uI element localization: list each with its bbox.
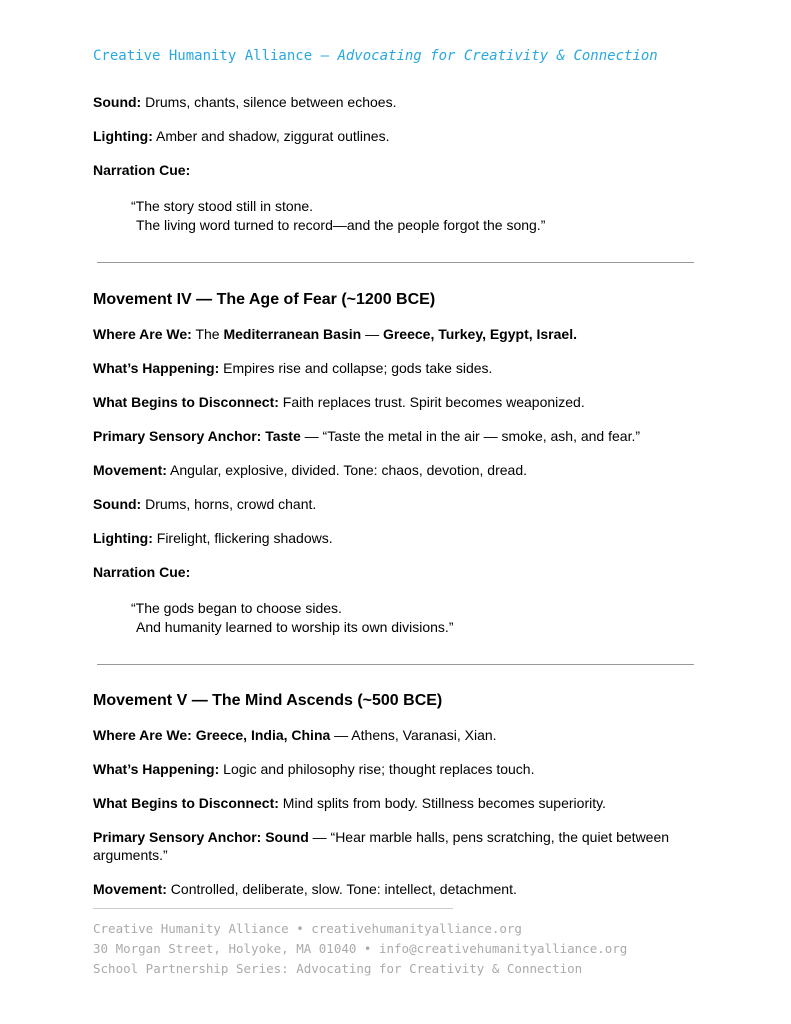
sound-text: Drums, chants, silence between echoes. <box>141 94 397 110</box>
main-content <box>93 93 703 898</box>
quote-line: “The gods began to choose sides. <box>131 600 342 616</box>
movement-4-heading: Movement IV — The Age of Fear (~1200 BCE) <box>93 291 436 308</box>
where-line: Where Are We: Greece, India, China — Athens, Varanasi, Xian. <box>93 727 497 743</box>
happening-line: What’s Happening: Empires rise and collapse; gods take sides. <box>93 360 493 376</box>
narration-quote <box>131 197 703 235</box>
disconnect-line: What Begins to Disconnect: Faith replaces trust. Spirit becomes weaponized. <box>93 394 585 410</box>
movement-line: Movement: Angular, explosive, divided. Tone: chaos, devotion, dread. <box>93 462 528 478</box>
quote-line: The living word turned to record—and the people forgot the song.” <box>136 217 546 233</box>
page-header <box>93 48 658 64</box>
quote-line: “The story stood still in stone. <box>131 198 314 214</box>
sound-label: Sound: <box>93 94 142 110</box>
lighting-line: Lighting: Firelight, flickering shadows. <box>93 530 333 546</box>
movement-line: Movement: Controlled, deliberate, slow. Tone: intellect, detachment. <box>93 881 517 897</box>
movement-5-heading: Movement V — The Mind Ascends (~500 BCE) <box>93 692 443 709</box>
narration-label: Narration Cue: <box>93 162 191 178</box>
footer-line: 30 Morgan Street, Holyoke, MA 01040 • info@creativehumanityalliance.org <box>93 941 628 956</box>
narration-label: Narration Cue: <box>93 564 191 580</box>
footer-divider <box>93 908 453 909</box>
header-tagline: Advocating for Creativity & Connection <box>337 48 658 64</box>
page-footer <box>93 919 627 979</box>
sound-line: Sound: Drums, horns, crowd chant. <box>93 496 317 512</box>
where-line: Where Are We: The Mediterranean Basin — Greece, Turkey, Egypt, Israel. <box>93 326 577 342</box>
quote-line: And humanity learned to worship its own divisions.” <box>136 619 454 635</box>
lighting-line <box>93 127 703 145</box>
lighting-text: Amber and shadow, ziggurat outlines. <box>152 128 390 144</box>
happening-line: What’s Happening: Logic and philosophy rise; thought replaces touch. <box>93 761 535 777</box>
footer-line: Creative Humanity Alliance • creativehumanityalliance.org <box>93 921 522 936</box>
footer-line: School Partnership Series: Advocating for Creativity & Connection <box>93 961 583 976</box>
lighting-label: Lighting: <box>93 128 153 144</box>
anchor-line: Primary Sensory Anchor: Sound — “Hear marble halls, pens scratching, the quiet between arguments.” <box>93 829 670 863</box>
sound-line <box>93 93 703 111</box>
disconnect-line: What Begins to Disconnect: Mind splits from body. Stillness becomes superiority. <box>93 795 606 811</box>
header-org: Creative Humanity Alliance — <box>93 48 338 64</box>
anchor-line: Primary Sensory Anchor: Taste — “Taste the metal in the air — smoke, ash, and fear.” <box>93 428 641 444</box>
narration-quote <box>131 599 703 637</box>
